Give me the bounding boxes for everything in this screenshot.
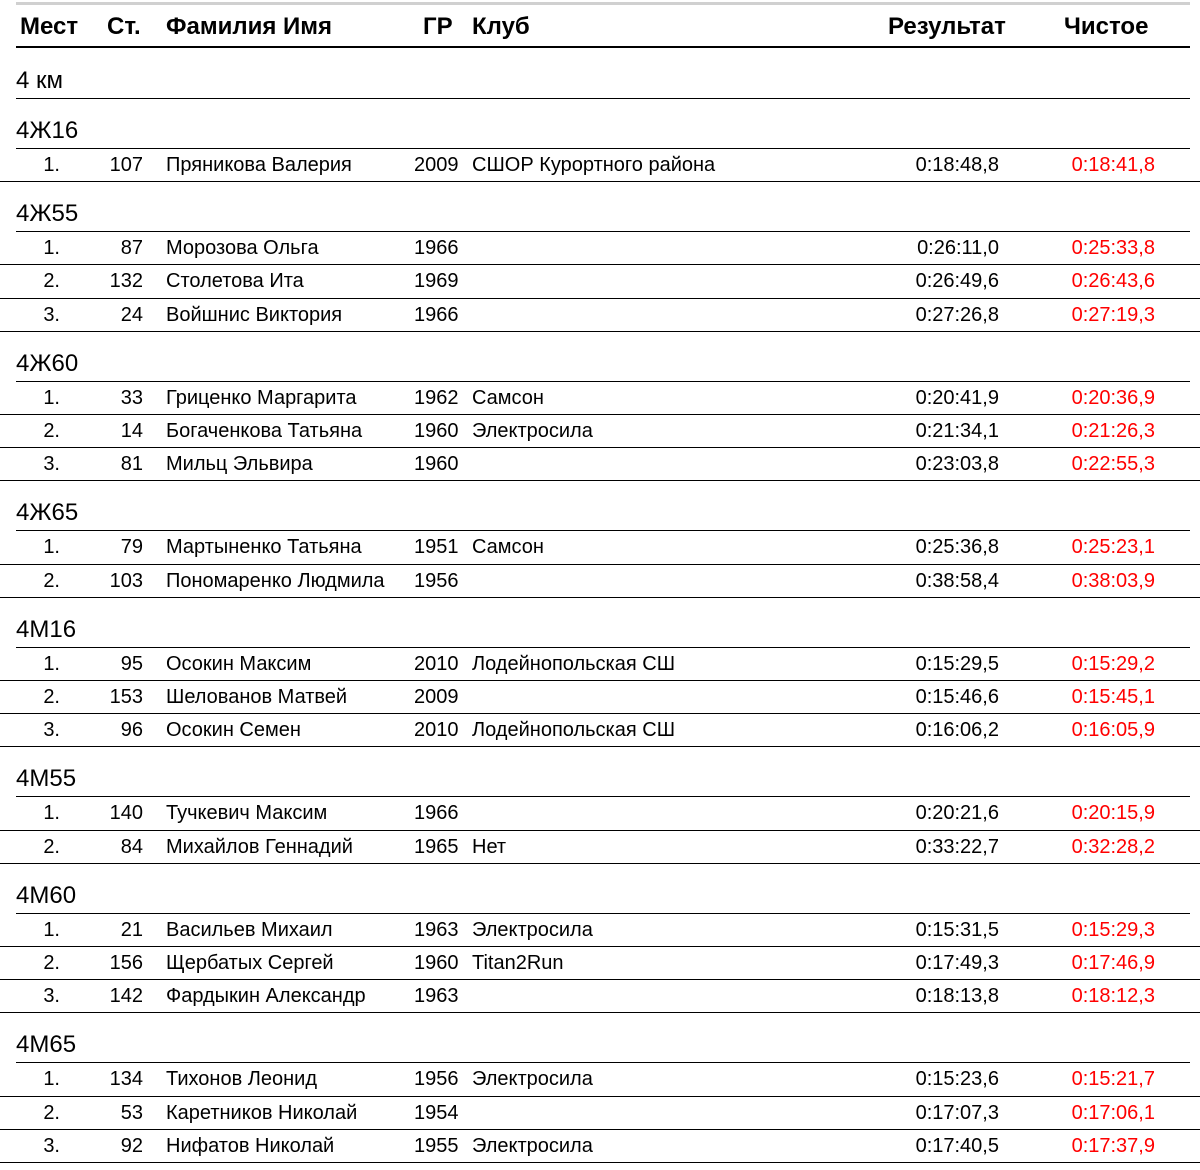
group-rows: [0, 797, 1200, 863]
result-time: 0:17:40,5: [915, 1134, 999, 1157]
birth-year: 2010: [414, 652, 459, 675]
result-time: 0:15:31,5: [915, 918, 999, 941]
net-time: 0:25:23,1: [1071, 536, 1155, 559]
club-name: СШОР Курортного района: [472, 154, 716, 176]
net-time: 0:32:28,2: [1071, 835, 1155, 858]
birth-year: 2009: [414, 685, 459, 708]
place: 2.: [43, 835, 60, 858]
result-time: 0:17:49,3: [915, 951, 999, 974]
place: 1.: [43, 536, 60, 559]
bib-number: 24: [120, 303, 143, 326]
club-name: Нет: [472, 835, 507, 858]
table-row: [0, 648, 1200, 681]
athlete-name: Шелованов Матвей: [166, 685, 348, 708]
place: 1.: [43, 237, 60, 260]
athlete-name: Нифатов Николай: [166, 1134, 335, 1157]
bib-number: 87: [120, 237, 143, 260]
result-time: 0:38:58,4: [915, 569, 999, 592]
group-title: 4М60: [16, 881, 77, 909]
place: 2.: [43, 685, 60, 708]
table-header: [0, 11, 1200, 43]
birth-year: 1960: [414, 951, 459, 974]
result-time: 0:21:34,1: [915, 419, 999, 442]
net-time: 0:27:19,3: [1071, 303, 1155, 326]
birth-year: 1963: [414, 918, 459, 941]
club-name: Лодейнопольская СШ: [472, 652, 676, 675]
club-name: Электросила: [472, 1068, 593, 1091]
bib-number: 96: [120, 719, 143, 742]
bib-number: 107: [109, 154, 143, 176]
table-row: [0, 232, 1200, 265]
table-row: [0, 797, 1200, 830]
bib-number: 14: [120, 419, 143, 442]
birth-year: 2010: [414, 719, 459, 742]
group-title: 4М65: [16, 1031, 77, 1059]
table-row: [0, 149, 1200, 182]
place: 2.: [43, 951, 60, 974]
birth-year: 1963: [414, 985, 459, 1008]
birth-year: 1954: [414, 1101, 459, 1124]
athlete-name: Мартыненко Татьяна: [166, 536, 362, 559]
athlete-name: Осокин Семен: [166, 719, 301, 742]
club-name: Titan2Run: [472, 951, 564, 974]
athlete-name: Пряникова Валерия: [166, 154, 352, 176]
top-rule: [16, 2, 1190, 5]
place: 1.: [43, 918, 60, 941]
birth-year: 1966: [414, 303, 459, 326]
athlete-name: Богаченкова Татьяна: [166, 419, 363, 442]
birth-year: 1960: [414, 453, 459, 476]
bib-number: 153: [109, 685, 143, 708]
header-club: Клуб: [472, 13, 530, 40]
net-time: 0:15:29,2: [1071, 652, 1155, 675]
table-row: [0, 980, 1200, 1013]
birth-year: 1965: [414, 835, 459, 858]
bib-number: 53: [120, 1101, 143, 1124]
header-place: Мест: [20, 13, 79, 40]
club-name: Самсон: [472, 386, 544, 409]
result-time: 0:18:13,8: [915, 985, 999, 1008]
table-row: [0, 415, 1200, 448]
birth-year: 1966: [414, 237, 459, 260]
table-row: [0, 382, 1200, 415]
net-time: 0:16:05,9: [1071, 719, 1155, 742]
place: 2.: [43, 569, 60, 592]
result-time: 0:15:23,6: [915, 1068, 999, 1091]
header-net: Чистое: [1064, 13, 1149, 40]
birth-year: 1960: [414, 419, 459, 442]
table-row: [0, 831, 1200, 864]
table-row: [0, 565, 1200, 598]
net-time: 0:26:43,6: [1071, 270, 1155, 293]
group-title: 4Ж65: [16, 499, 79, 527]
place: 1.: [43, 1068, 60, 1091]
birth-year: 1969: [414, 270, 459, 293]
table-row: [0, 299, 1200, 332]
birth-year: 1951: [414, 536, 459, 559]
result-time: 0:15:29,5: [915, 652, 999, 675]
place: 2.: [43, 270, 60, 293]
net-time: 0:25:33,8: [1071, 237, 1155, 260]
bib-number: 33: [120, 386, 143, 409]
athlete-name: Каретников Николай: [166, 1101, 358, 1124]
bib-number: 84: [120, 835, 143, 858]
athlete-name: Столетова Ита: [166, 270, 304, 293]
place: 1.: [43, 652, 60, 675]
result-time: 0:26:49,6: [915, 270, 999, 293]
bib-number: 81: [120, 453, 143, 476]
result-time: 0:26:11,0: [917, 237, 999, 260]
athlete-name: Морозова Ольга: [166, 237, 319, 260]
athlete-name: Щербатых Сергей: [166, 951, 334, 974]
place: 2.: [43, 1101, 60, 1124]
net-time: 0:18:41,8: [1071, 154, 1155, 176]
table-row: [0, 714, 1200, 747]
table-row: [0, 531, 1200, 564]
group-rows: [0, 914, 1200, 1014]
club-name: Электросила: [472, 918, 593, 941]
distance-title: 4 км: [16, 67, 64, 94]
group-rows: [0, 531, 1200, 597]
table-row: [0, 1130, 1200, 1163]
place: 1.: [43, 386, 60, 409]
birth-year: 1962: [414, 386, 459, 409]
net-time: 0:18:12,3: [1071, 985, 1155, 1008]
bib-number: 79: [120, 536, 143, 559]
group-title: 4М55: [16, 765, 77, 793]
place: 3.: [43, 453, 60, 476]
table-row: [0, 914, 1200, 947]
birth-year: 1955: [414, 1134, 459, 1157]
table-row: [0, 1063, 1200, 1096]
result-time: 0:33:22,7: [915, 835, 999, 858]
birth-year: 1966: [414, 802, 459, 825]
table-row: [0, 265, 1200, 298]
header-rule: [16, 46, 1190, 48]
group-rows: [0, 232, 1200, 332]
net-time: 0:20:15,9: [1071, 802, 1155, 825]
bib-number: 132: [109, 270, 143, 293]
athlete-name: Михайлов Геннадий: [166, 835, 353, 858]
result-time: 0:25:36,8: [915, 536, 999, 559]
place: 3.: [43, 1134, 60, 1157]
athlete-name: Фардыкин Александр: [166, 985, 366, 1008]
distance-rule: [16, 98, 1190, 99]
athlete-name: Пономаренко Людмила: [166, 569, 385, 592]
club-name: Электросила: [472, 419, 593, 442]
table-row: [0, 1097, 1200, 1130]
result-time: 0:18:48,8: [915, 154, 999, 176]
header-result: Результат: [888, 13, 1006, 40]
net-time: 0:15:29,3: [1071, 918, 1155, 941]
net-time: 0:17:37,9: [1071, 1134, 1155, 1157]
result-time: 0:23:03,8: [915, 453, 999, 476]
net-time: 0:38:03,9: [1071, 569, 1155, 592]
birth-year: 1956: [414, 1068, 459, 1091]
group-rows: [0, 648, 1200, 748]
place: 1.: [43, 802, 60, 825]
net-time: 0:22:55,3: [1071, 453, 1155, 476]
club-name: Самсон: [472, 536, 544, 559]
athlete-name: Мильц Эльвира: [166, 453, 313, 476]
net-time: 0:21:26,3: [1071, 419, 1155, 442]
group-title: 4Ж16: [16, 117, 79, 144]
net-time: 0:15:21,7: [1071, 1068, 1155, 1091]
place: 3.: [43, 719, 60, 742]
athlete-name: Тихонов Леонид: [166, 1068, 318, 1091]
header-year: ГР: [423, 13, 453, 40]
athlete-name: Осокин Максим: [166, 652, 312, 675]
bib-number: 103: [109, 569, 143, 592]
result-time: 0:27:26,8: [915, 303, 999, 326]
bib-number: 92: [120, 1134, 143, 1157]
table-row: [0, 681, 1200, 714]
bib-number: 134: [109, 1068, 143, 1091]
header-bib: Ст.: [107, 13, 141, 40]
athlete-name: Гриценко Маргарита: [166, 386, 357, 409]
group-title: 4Ж60: [16, 349, 79, 377]
place: 3.: [43, 303, 60, 326]
net-time: 0:17:06,1: [1071, 1101, 1155, 1124]
place: 2.: [43, 419, 60, 442]
bib-number: 21: [120, 918, 143, 941]
group-title: 4М16: [16, 615, 77, 643]
bib-number: 140: [109, 802, 143, 825]
group-title: 4Ж55: [16, 200, 79, 228]
result-time: 0:16:06,2: [915, 719, 999, 742]
bib-number: 142: [109, 985, 143, 1008]
table-row: [0, 448, 1200, 481]
group-rows: [0, 149, 1200, 182]
club-name: Электросила: [472, 1134, 593, 1157]
net-time: 0:15:45,1: [1071, 685, 1155, 708]
header-name: Фамилия Имя: [166, 13, 333, 40]
club-name: Лодейнопольская СШ: [472, 719, 676, 742]
net-time: 0:20:36,9: [1071, 386, 1155, 409]
birth-year: 1956: [414, 569, 459, 592]
birth-year: 2009: [414, 154, 459, 176]
table-row: [0, 947, 1200, 980]
bib-number: 95: [120, 652, 143, 675]
athlete-name: Войшнис Виктория: [166, 303, 343, 326]
result-time: 0:20:21,6: [915, 802, 999, 825]
result-time: 0:15:46,6: [915, 685, 999, 708]
athlete-name: Васильев Михаил: [166, 918, 333, 941]
bib-number: 156: [109, 951, 143, 974]
result-time: 0:20:41,9: [915, 386, 999, 409]
net-time: 0:17:46,9: [1071, 951, 1155, 974]
group-rows: [0, 382, 1200, 482]
group-rows: [0, 1063, 1200, 1163]
athlete-name: Тучкевич Максим: [166, 802, 328, 825]
place: 1.: [43, 154, 60, 176]
place: 3.: [43, 985, 60, 1008]
result-time: 0:17:07,3: [915, 1101, 999, 1124]
